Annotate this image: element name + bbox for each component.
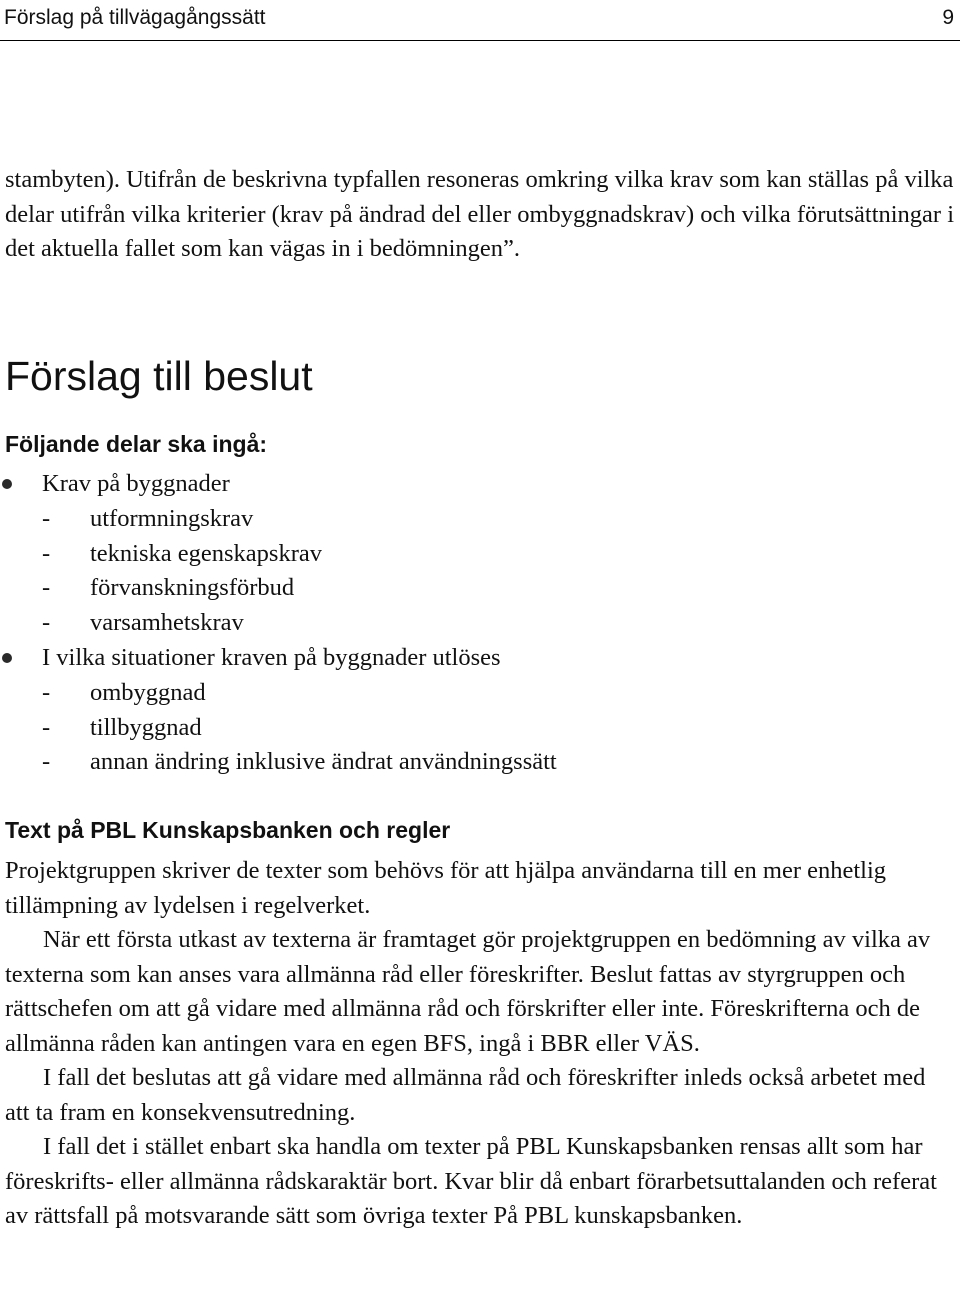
pbl-paragraph-1: Projektgruppen skriver de texter som behövs för att hjälpa användarna till en mer enhetlig tillämpning av lydelsen i regelverket. xyxy=(5,857,887,919)
pbl-paragraph-4: I fall det i stället enbart ska handla om texter på PBL Kunskapsbanken rensas allt som har föreskrifts- eller allmänna rådskaraktär bort. Kvar blir då enbart förarbetsuttalanden och referat av rättsfall på motsvarande sätt som övriga texter På PBL kunskapsbanken. xyxy=(5,1133,937,1229)
list-item xyxy=(0,606,960,641)
dash-icon: - xyxy=(42,713,51,741)
bullet-icon xyxy=(2,653,12,663)
page-number: 9 xyxy=(942,6,954,29)
list-item xyxy=(0,745,960,780)
section-heading: Förslag till beslut xyxy=(5,353,313,399)
list-item-text: ombyggnad xyxy=(90,678,206,706)
list-item xyxy=(0,676,960,711)
pbl-subheading: Text på PBL Kunskapsbanken och regler xyxy=(5,817,451,843)
bullet-icon xyxy=(2,479,12,489)
list-item xyxy=(0,641,960,676)
dash-icon: - xyxy=(42,574,51,602)
list-item xyxy=(0,711,960,746)
requirements-list xyxy=(0,467,960,780)
dash-icon: - xyxy=(42,678,51,706)
dash-icon: - xyxy=(42,539,51,567)
list-item xyxy=(0,537,960,572)
list-item-text: förvanskningsförbud xyxy=(90,574,295,602)
section-subheading: Följande delar ska ingå: xyxy=(5,431,268,457)
list-item-text: annan ändring inklusive ändrat användningssätt xyxy=(90,748,557,776)
pbl-body xyxy=(5,854,955,1234)
list-item-text: tekniska egenskapskrav xyxy=(90,539,322,567)
header-title: Förslag på tillvägagångssätt xyxy=(4,6,266,29)
pbl-paragraph-2: När ett första utkast av texterna är framtaget gör projektgruppen en bedömning av vilka av texterna som kan anses vara allmänna råd eller föreskrifter. Beslut fattas av styrgruppen och rättschefen om att gå vidare med allmänna råd och förskrifter eller inte. Föreskrifterna och de allmänna råden kan antingen vara en egen BFS, ingå i BBR eller VÄS. xyxy=(5,926,931,1057)
pbl-paragraph-3: I fall det beslutas att gå vidare med allmänna råd och föreskrifter inleds också arbetet med att ta fram en konsekvensutredning. xyxy=(5,1064,926,1126)
list-item xyxy=(0,571,960,606)
list-item-text: tillbyggnad xyxy=(90,713,202,741)
dash-icon: - xyxy=(42,748,51,776)
list-item xyxy=(0,467,960,502)
list-item-text: I vilka situationer kraven på byggnader utlöses xyxy=(42,643,501,671)
dash-icon: - xyxy=(42,504,51,532)
dash-icon: - xyxy=(42,609,51,637)
page-header xyxy=(0,0,960,41)
intro-paragraph: stambyten). Utifrån de beskrivna typfallen resoneras omkring vilka krav som kan ställas på vilka delar utifrån vilka kriterier (krav på ändrad del eller ombyggnadskrav) och vilka förutsättningar i det aktuella fallet som kan vägas in i bedömningen”. xyxy=(5,166,955,262)
list-item-text: Krav på byggnader xyxy=(42,470,230,497)
list-item-text: utformningskrav xyxy=(90,504,254,532)
list-item xyxy=(0,502,960,537)
list-item-text: varsamhetskrav xyxy=(90,609,244,637)
